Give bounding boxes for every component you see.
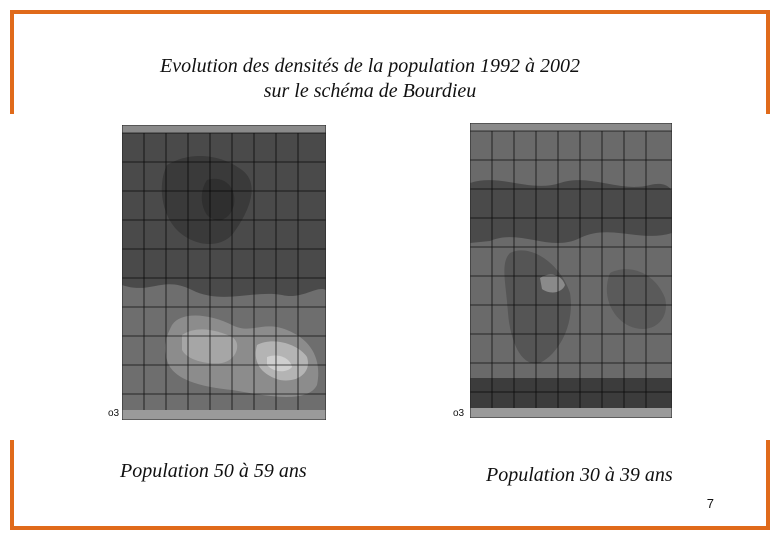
- frame-left-top: [10, 10, 14, 114]
- caption-right-map: Population 30 à 39 ans: [486, 464, 673, 486]
- map-left-axis-mark: o3: [108, 408, 120, 419]
- map-right-axis-mark: o3: [453, 408, 465, 419]
- frame-top-bar: [10, 10, 770, 14]
- frame-bottom-bar: [10, 526, 770, 530]
- frame-right-top: [766, 10, 770, 114]
- frame-right-bottom: [766, 440, 770, 530]
- title-line-2: sur le schéma de Bourdieu: [263, 80, 477, 102]
- density-map-50-59: [122, 125, 326, 420]
- frame-left-bottom: [10, 440, 14, 530]
- density-map-30-39: [470, 123, 672, 418]
- caption-left-map: Population 50 à 59 ans: [120, 460, 307, 482]
- title-line-1: Evolution des densités de la population 1992 à 2002: [160, 55, 580, 77]
- slide-title: [70, 54, 670, 104]
- page-number: 7: [706, 496, 714, 511]
